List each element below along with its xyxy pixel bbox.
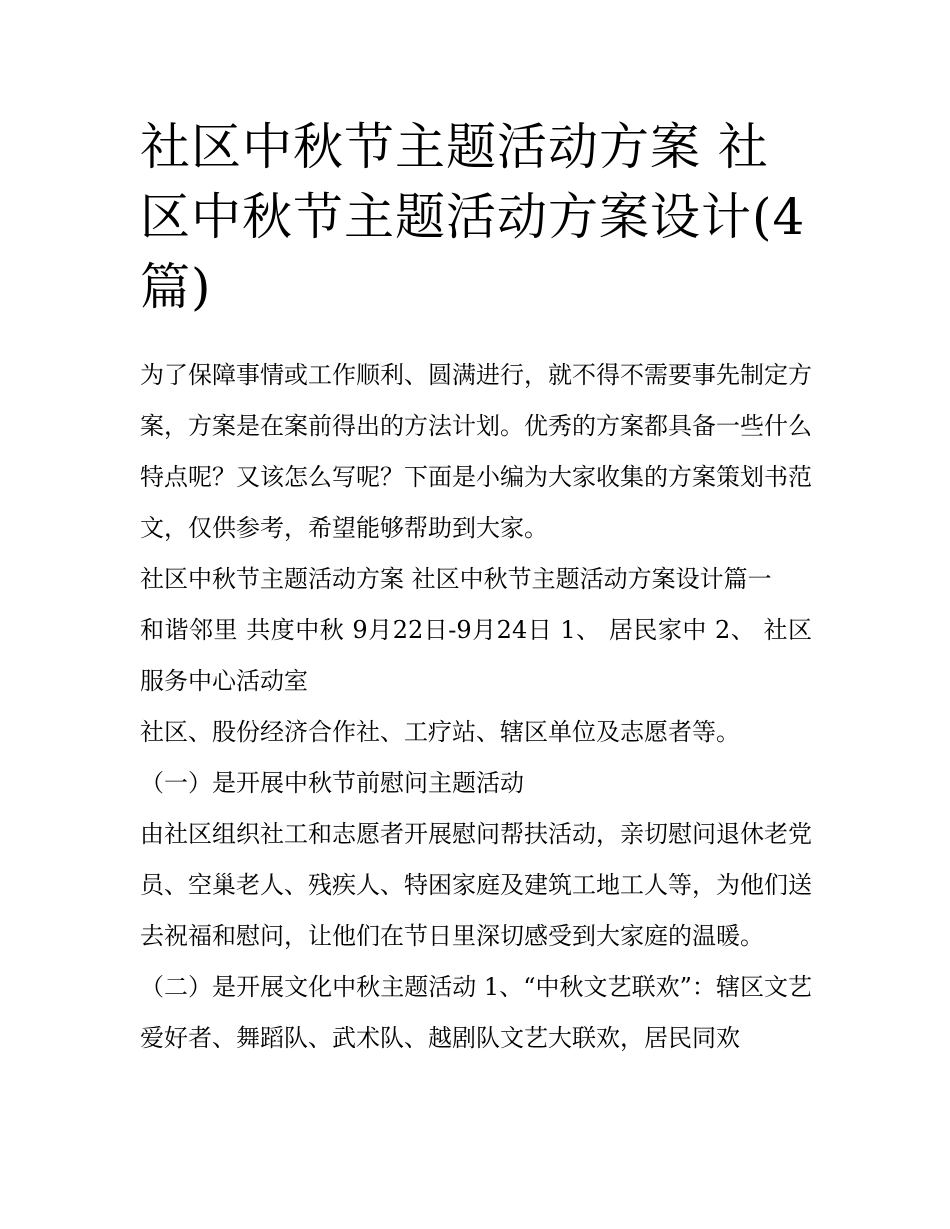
intro-paragraph: 为了保障事情或工作顺利、圆满进行，就不得不需要事先制定方案，方案是在案前得出的方法计划。优秀的方案都具备一些什么特点呢？又该怎么写呢？下面是小编为大家收集的方案策划书范文，仅供参考，希望能够帮助到大家。 bbox=[140, 361, 812, 542]
activity-one-heading: （一）是开展中秋节前慰问主题活动 bbox=[140, 769, 524, 797]
activity-one-paragraph: 由社区组织社工和志愿者开展慰问帮扶活动，亲切慰问退休老党员、空巢老人、残疾人、特困家庭及建筑工地工人等，为他们送去祝福和慰问，让他们在节日里深切感受到大家庭的温暖。 bbox=[140, 820, 812, 950]
event-details-paragraph: 和谐邻里 共度中秋 9月22日-9月24日 1、 居民家中 2、 社区服务中心活动室 bbox=[140, 616, 812, 695]
activity-two-paragraph: （二）是开展文化中秋主题活动 1、“中秋文艺联欢”：辖区文艺爱好者、舞蹈队、武术队、越剧队文艺大联欢，居民同欢 bbox=[140, 973, 812, 1052]
section-heading: 社区中秋节主题活动方案 社区中秋节主题活动方案设计篇一 bbox=[140, 565, 772, 593]
document-title: 社区中秋节主题活动方案 社区中秋节主题活动方案设计(4篇) bbox=[140, 118, 806, 316]
document-page bbox=[140, 112, 812, 1064]
participants-paragraph: 社区、股份经济合作社、工疗站、辖区单位及志愿者等。 bbox=[140, 718, 740, 746]
